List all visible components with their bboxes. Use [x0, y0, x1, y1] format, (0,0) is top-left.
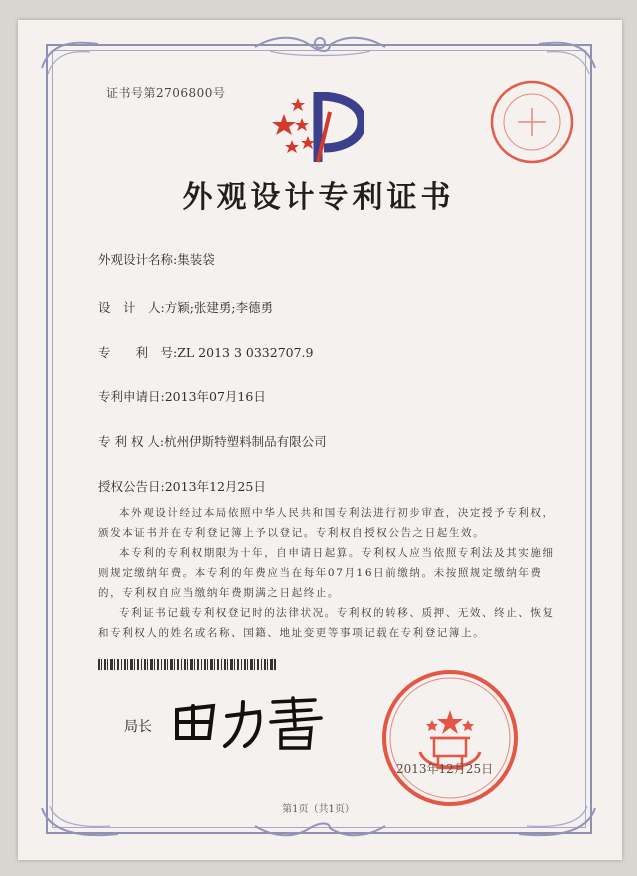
barcode-icon [98, 659, 276, 670]
designer-row [98, 298, 273, 316]
signature-label: 局长 [124, 719, 152, 735]
top-right-ornament-icon [537, 38, 597, 78]
design-name-row [98, 250, 215, 268]
patent-office-logo-icon [272, 92, 364, 166]
patentee-label: 专 利 权 人: [98, 434, 165, 449]
designer-value: 方颖;张建勇;李德勇 [164, 300, 274, 315]
sipo-official-seal-icon [380, 668, 520, 808]
design-name-value: 集装袋 [177, 252, 215, 267]
patentee-row [98, 432, 327, 450]
bottom-ornament-icon [250, 820, 390, 840]
seal-date: 2013年12月25日 [396, 762, 494, 776]
grant-date-label: 授权公告日: [98, 479, 165, 494]
designer-label: 设 计 人: [98, 300, 165, 315]
page-number: 第1页（共1页） [282, 804, 355, 815]
filing-date-value: 2013年07月16日 [164, 389, 266, 404]
top-left-ornament-icon [40, 38, 100, 78]
patent-number-label: 专 利 号: [98, 345, 178, 360]
body-paragraph-3: 专利证书记载专利权登记时的法律状况。专利权的转移、质押、无效、终止、恢复和专利权人的姓名或名称、国籍、地址变更等事项记载在专利登记簿上。 [98, 607, 555, 639]
patentee-value: 杭州伊斯特塑料制品有限公司 [164, 434, 327, 449]
certificate-title: 外观设计专利证书 [182, 180, 455, 215]
notary-stamp-icon [488, 78, 576, 166]
filing-date-row [98, 387, 266, 405]
patent-number-value: ZL 2013 3 0332707.9 [177, 345, 314, 360]
patent-number-row [98, 343, 314, 361]
body-paragraph-2: 本专利的专利权期限为十年，自申请日起算。专利权人应当依照专利法及其实施细则规定缴纳年费。本专利的年费应当在每年07月16日前缴纳。未按照规定缴纳年费的，专利权自应当缴纳年费期满之日起终止。 [98, 547, 555, 599]
certificate-body-text [98, 503, 560, 643]
top-ornament-icon [250, 33, 390, 57]
filing-date-label: 专利申请日: [98, 389, 165, 404]
grant-date-value: 2013年12月25日 [164, 479, 266, 494]
grant-date-row [98, 477, 266, 495]
body-paragraph-1: 本外观设计经过本局依照中华人民共和国专利法进行初步审查，决定授予专利权，颁发本证书并在专利登记簿上予以登记。专利权自授权公告之日起生效。 [98, 507, 555, 539]
certificate-number: 证书号第2706800号 [106, 86, 226, 100]
director-signature-icon [165, 692, 335, 752]
design-name-label: 外观设计名称: [98, 252, 178, 267]
